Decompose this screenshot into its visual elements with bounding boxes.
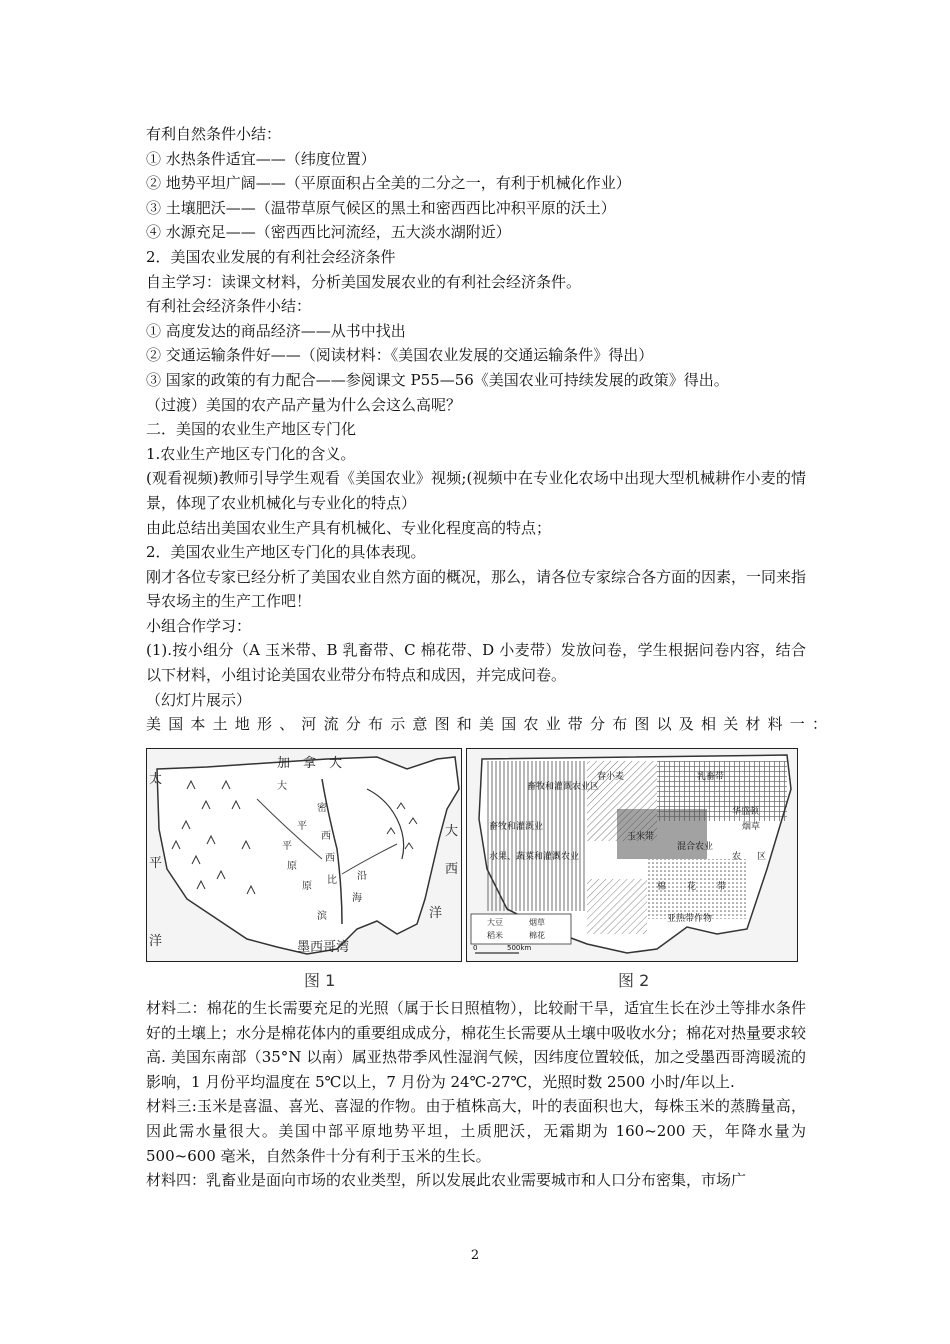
label-coast-1: 沿 (357, 871, 367, 882)
label-cotton-3: 带 (717, 882, 727, 892)
legend-cotton: 棉花 (529, 931, 545, 940)
text-line: ③ 土壤肥沃——（温带草原气候区的黑土和密西西比冲积平原的沃土） (146, 198, 616, 217)
maps-intro: 美国本土地形、河流分布示意图和美国农业带分布图以及相关材料一： (146, 715, 835, 734)
legend-box (471, 914, 571, 944)
text-line: 小组合作学习： (146, 616, 252, 635)
figure-1-caption: 图 1 (304, 971, 336, 990)
material-2: 材料二：棉花的生长需要充足的光照（属于长日照植物），比较耐干旱，适宜生长在沙土等排水条件好的土壤上；水分是棉花体内的重要组成成分，棉花生长需要从土壤中吸收水分；棉花对热量要求较高. 美国东南部（35°N 以南）属亚热带季风性湿润气候，因纬度位置较低，加之受墨西哥湾暖流的影响，1 月份平均温度在 5℃以上，7 月份为 24℃-27℃，光照时数 2500 小时/年以上. (146, 999, 807, 1091)
label-livestock: 畜牧和灌溉农业区 (527, 782, 600, 792)
body-text-lower (146, 996, 806, 1193)
label-mississippi-3: 西 (325, 853, 335, 864)
label-atlantic-2: 西 (445, 862, 459, 877)
page-number: 2 (470, 1248, 480, 1263)
material-3: 材料三:玉米是喜温、喜光、喜湿的作物。由于植株高大，叶的表面积也大，每株玉米的蒸腾量高，因此需水量很大。美国中部平原地势平坦，土质肥沃，无霜期为 160~200 天，年降水量为 500~600 毫米，自然条件十分有利于玉米的生长。 (146, 1097, 806, 1165)
label-coast-3: 滨 (317, 911, 327, 922)
body-text-upper (146, 122, 835, 737)
label-atlantic-1: 大 (445, 824, 459, 839)
scale-zero: 0 (473, 944, 478, 952)
legend-tobacco: 烟草 (529, 918, 545, 927)
agriculture-belt-map (466, 748, 798, 962)
figure-2-caption: 图 2 (618, 971, 650, 990)
label-mixed: 畜牧和灌溉业 (489, 822, 544, 832)
legend-rice: 稻米 (487, 931, 503, 940)
label-wheat: 春小麦 (597, 772, 625, 782)
text-line: ① 水热条件适宜——（纬度位置） (146, 149, 376, 168)
label-pacific-3: 洋 (149, 934, 163, 949)
legend-soy: 大豆 (487, 918, 503, 927)
paragraph-task: (1).按小组分（A 玉米带、B 乳畜带、C 棉花带、D 小麦带）发放问卷，学生根据问卷内容，结合以下材料，小组讨论美国农业带分布特点和成因，并完成问卷。 (146, 641, 806, 685)
section-heading: 二．美国的农业生产地区专门化 (146, 420, 357, 439)
label-great-plains-3: 原 (287, 861, 297, 872)
label-agri: 农 (732, 852, 742, 862)
text-line: ② 交通运输条件好——（阅读材料：《美国农业发展的交通运输条件》得出） (146, 346, 654, 365)
section-heading: 1.农业生产地区专门化的含义。 (146, 444, 356, 463)
label-plain-1: 平 (297, 821, 307, 832)
text-line: 由此总结出美国农业生产具有机械化、专业化程度高的特点； (146, 518, 552, 537)
text-line: ④ 水源充足——（密西西比河流经，五大淡水湖附近） (146, 223, 511, 242)
label-cotton-2: 花 (687, 882, 697, 892)
section-heading: 2．美国农业生产地区专门化的具体表现。 (146, 543, 426, 562)
figures (146, 748, 798, 962)
material-4: 材料四：乳畜业是面向市场的农业类型，所以发展此农业需要城市和人口分布密集，市场广 (146, 1171, 747, 1190)
text-line: 自主学习：读课文材料，分析美国发展农业的有利社会经济条件。 (146, 272, 582, 291)
text-line: 有利自然条件小结： (146, 125, 282, 143)
map-legend (471, 914, 571, 953)
text-line: （幻灯片展示） (146, 690, 252, 709)
label-canada: 加 拿 大 (277, 756, 343, 771)
text-line: ③ 国家的政策的有力配合——参阅课文 P55—56《美国农业可持续发展的政策》得出。 (146, 370, 729, 389)
label-subtropical: 亚热带作物 (667, 914, 713, 924)
label-cotton-1: 棉 (657, 882, 667, 892)
section-heading: 2．美国农业发展的有利社会经济条件 (146, 247, 396, 266)
label-great-plains-2: 平 (282, 841, 292, 852)
label-zone: 区 (757, 852, 767, 862)
label-plain-2: 原 (302, 881, 312, 892)
label-gulf: 墨西哥湾 (297, 940, 350, 955)
paragraph-experts: 刚才各位专家已经分析了美国农业自然方面的概况，那么，请各位专家综合各方面的因素，一同来指导农场主的生产工作吧！ (146, 567, 807, 611)
label-atlantic-3: 洋 (429, 906, 443, 921)
label-mississippi-2: 西 (321, 831, 331, 842)
scale-label: 500km (507, 944, 532, 952)
text-line: ② 地势平坦广阔——（平原面积占全美的二分之一，有利于机械化作业） (146, 174, 631, 193)
label-mississippi-1: 密 (317, 803, 327, 814)
us-outline (157, 757, 459, 954)
label-coast-2: 海 (352, 893, 362, 904)
text-line: （过渡）美国的农产品产量为什么会这么高呢？ (146, 395, 462, 414)
label-mixed2: 混合农业 (677, 842, 714, 852)
label-mississippi-4: 比 (327, 875, 337, 886)
text-line: ① 高度发达的商品经济——从书中找出 (146, 321, 406, 340)
text-line: 有利社会经济条件小结： (146, 297, 312, 316)
label-fruit-veg: 水果、蔬菜和灌溉农业 (489, 852, 580, 862)
subtropical-zone (587, 879, 647, 934)
label-pacific-1: 太 (149, 772, 163, 787)
label-dairy: 乳畜带 (697, 772, 725, 782)
label-pacific-2: 平 (149, 856, 163, 871)
label-great-plains-1: 大 (277, 781, 287, 792)
terrain-river-map (146, 748, 462, 962)
label-corn: 玉米带 (627, 832, 655, 842)
label-washington: 华盛顿 (732, 807, 760, 817)
paragraph-video: (观看视频)教师引导学生观看《美国农业》视频;(视频中在专业化农场中出现大型机械耕作小麦的情景，体现了农业机械化与专业化的特点） (146, 469, 806, 512)
label-tobacco: 烟草 (742, 822, 761, 832)
